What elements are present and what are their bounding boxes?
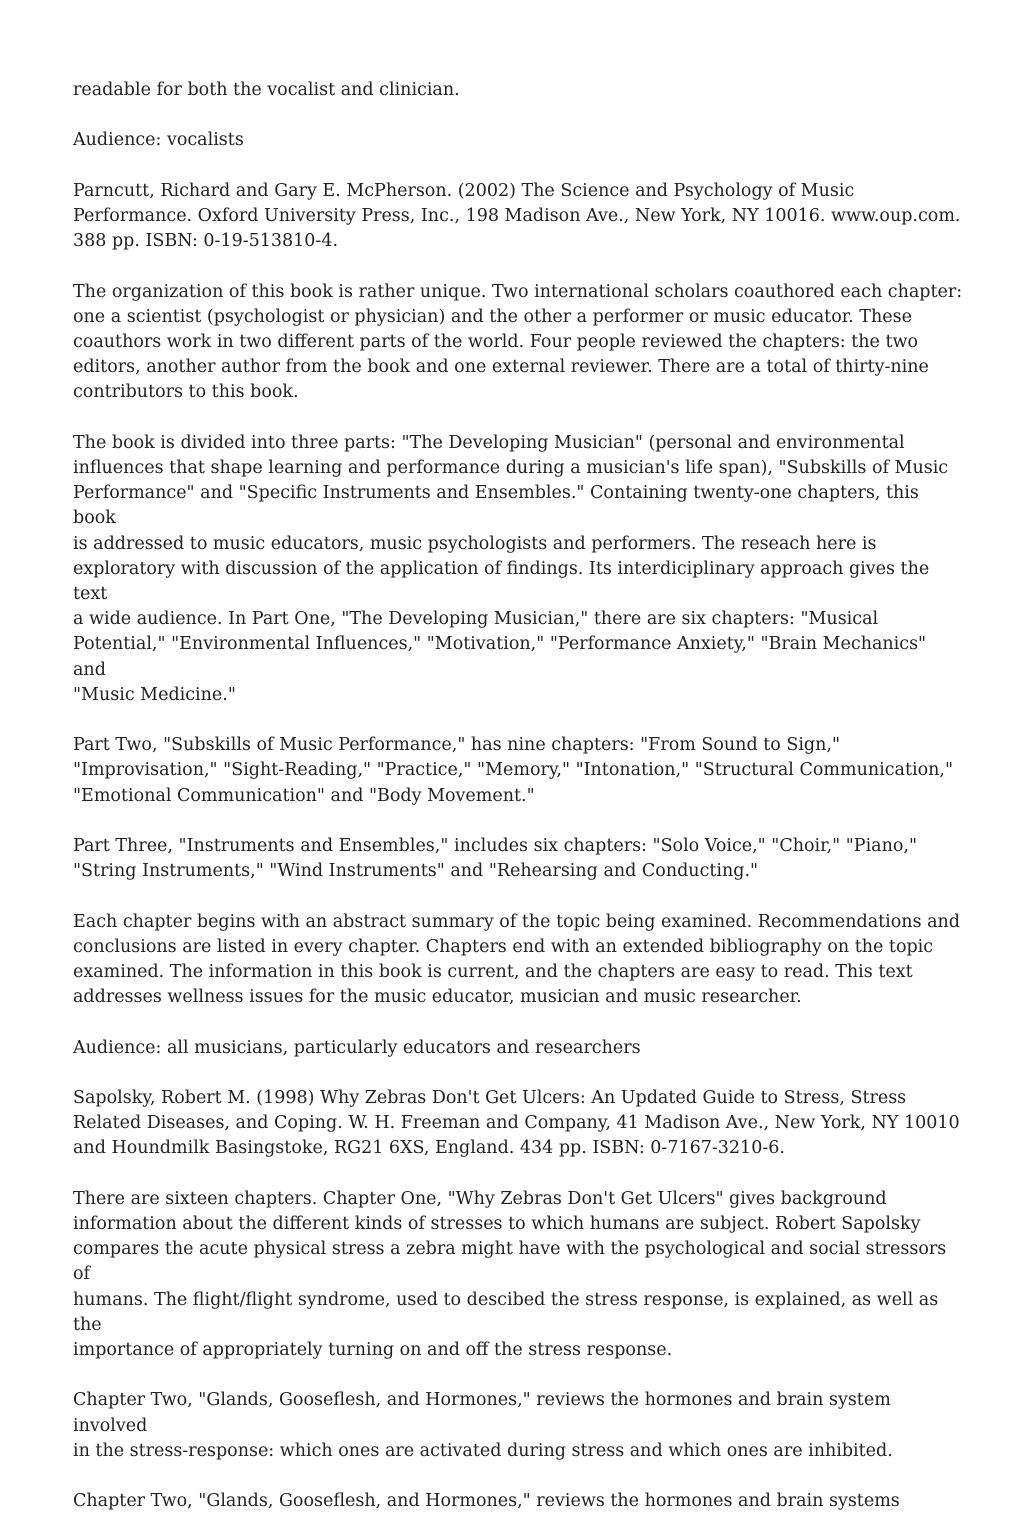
paragraph-book-parts: The book is divided into three parts: "The Developing Musician" (personal and environmental influences that shape learning and performance during a musician's life span), "Subskills of Music Performance" and "Specific Instruments and Ensembles." Containing twenty-one chapters, this book is addressed to music educators, music psychologists and performers. The reseach here is exploratory with discussion of the application of findings. Its interdiciplinary approach gives the text a wide audience. In Part One, "The Developing Musician," there are six chapters: "Musical Potential," "Environmental Influences," "Motivation," "Performance Anxiety," "Brain Mechanics" and "Music Medicine." — [73, 432, 949, 705]
citation-sapolsky: Sapolsky, Robert M. (1998) Why Zebras Don't Get Ulcers: An Updated Guide to Stress, Stress Related Diseases, and Coping. W. H. Freeman and Company, 41 Madison Ave., New York, NY 10010 and Houndmilk Basingstoke, RG21 6XS, England. 434 pp. ISBN: 0-7167-3210-6. — [73, 1087, 960, 1159]
paragraph-continuation: readable for both the vocalist and clinician. — [73, 80, 460, 100]
paragraph-sixteen-chapters: There are sixteen chapters. Chapter One, "Why Zebras Don't Get Ulcers" gives background information about the different kinds of stresses to which humans are subject. Robert Sapolsky compares the acute physical stress a zebra might have with the psychological and social stressors of humans. The flight/flight syndrome, used to descibed the stress response, is explained, as well as the importance of appropriately turning on and off the stress response. — [73, 1188, 947, 1360]
paragraph-part-three: Part Three, "Instruments and Ensembles," includes six chapters: "Solo Voice," "Choir," "Piano," "String Instruments," "Wind Instruments" and "Rehearsing and Conducting." — [73, 836, 918, 882]
paragraph-audience-all: Audience: all musicians, particularly educators and researchers — [73, 1037, 641, 1058]
document-page — [73, 78, 963, 1540]
paragraph-chapter-summary: Each chapter begins with an abstract summary of the topic being examined. Recommendations and conclusions are listed in every chapter. Chapters end with an extended bibliography on the topic examined. The information in this book is current, and the chapters are easy to read. This text addresses wellness issues for the music educator, musician and music researcher. — [73, 911, 961, 1008]
paragraph-organization: The organization of this book is rather unique. Two international scholars coauthored each chapter: one a scientist (psychologist or physician) and the other a performer or music educator. These coauthors work in two different parts of the world. Four people reviewed the chapters: the two editors, another author from the book and one external reviewer. There are a total of thirty-nine contributors to this book. — [73, 281, 963, 403]
paragraph-audience-vocalists: Audience: vocalists — [73, 130, 244, 151]
citation-parncutt: Parncutt, Richard and Gary E. McPherson. (2002) The Science and Psychology of Music Performance. Oxford University Press, Inc., 198 Madison Ave., New York, NY 10016. www.oup.com. 388 pp. ISBN: 0-19-513810-4. — [73, 180, 961, 252]
paragraph-part-two: Part Two, "Subskills of Music Performance," has nine chapters: "From Sound to Sign," "Improvisation," "Sight-Reading," "Practice," "Memory," "Intonation," "Structural Communication," "Emotional Communication" and "Body Movement." — [73, 735, 953, 806]
paragraph-chapter-two-repeat: Chapter Two, "Glands, Gooseflesh, and Hormones," reviews the hormones and brain systems — [73, 1491, 900, 1512]
paragraph-chapter-two: Chapter Two, "Glands, Gooseflesh, and Hormones," reviews the hormones and brain system involved in the stress-response: which ones are activated during stress and which ones are inhibited. — [73, 1390, 893, 1461]
